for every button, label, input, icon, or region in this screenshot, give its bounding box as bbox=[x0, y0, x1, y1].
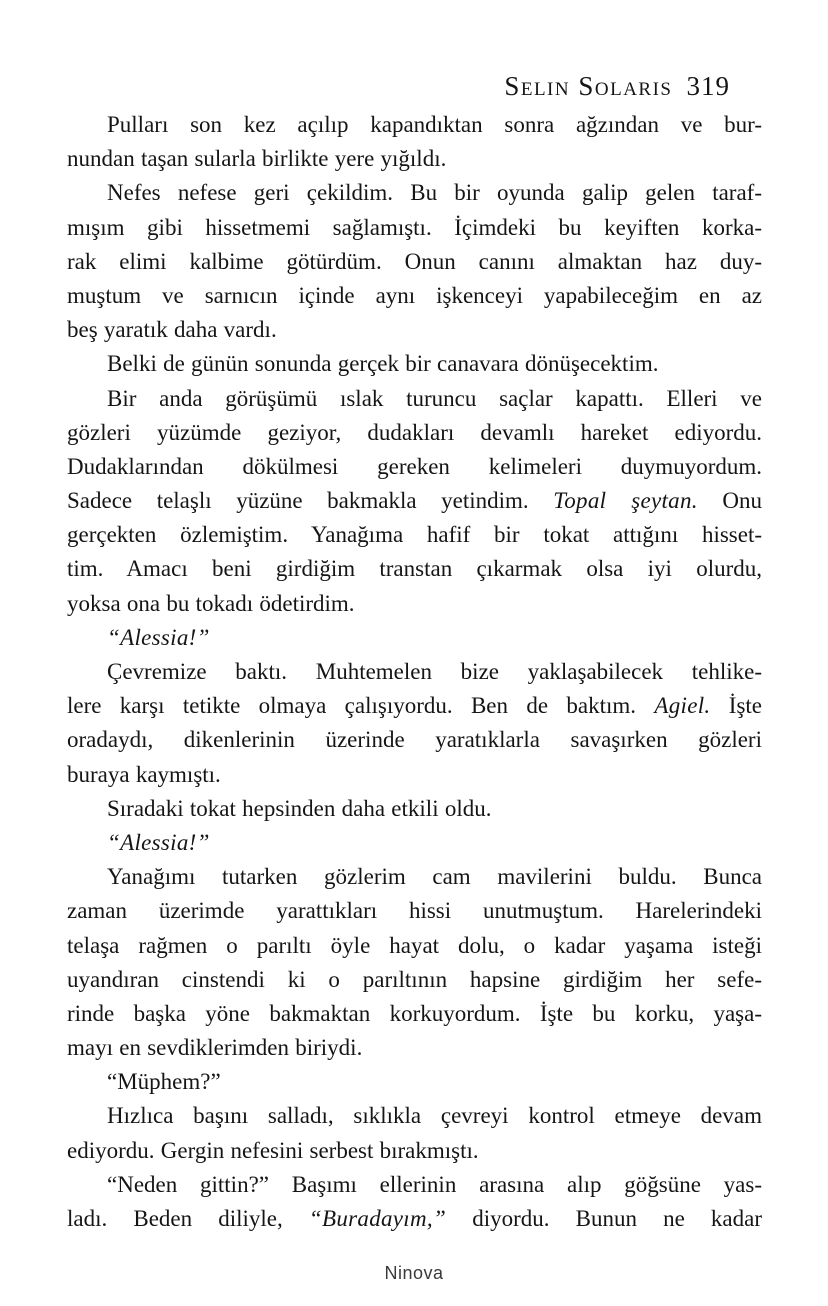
text-line bbox=[67, 826, 762, 860]
text-segment: “Müphem?” bbox=[107, 1069, 221, 1095]
text-line bbox=[67, 929, 762, 963]
text-segment: ladı. Beden diliyle, bbox=[67, 1206, 309, 1231]
text-segment: gerçekten özlemiştim. Yanağıma hafif bir tokat attığını hisset- bbox=[67, 522, 762, 548]
text-line bbox=[67, 860, 762, 894]
text-segment: İşte bbox=[710, 693, 762, 719]
text-segment: gözleri yüzümde geziyor, dudakları devamlı hareket ediyordu. bbox=[67, 419, 762, 445]
running-title: Selin Solaris bbox=[504, 71, 673, 101]
text-line bbox=[67, 552, 762, 586]
text-line bbox=[67, 382, 762, 416]
text-line bbox=[67, 963, 762, 997]
text-segment: Hızlıca başını salladı, sıklıkla çevreyi kontrol etmeye devam bbox=[107, 1103, 762, 1129]
paragraph bbox=[67, 621, 762, 655]
emphasized-text: Agiel. bbox=[654, 693, 711, 719]
text-line bbox=[67, 142, 762, 176]
page-header bbox=[67, 72, 762, 100]
text-segment: oradaydı, dikenlerinin üzerinde yaratıklarla savaşırken gözleri bbox=[67, 727, 762, 753]
text-segment: Sıradaki tokat hepsinden daha etkili oldu. bbox=[107, 795, 492, 821]
text-line bbox=[67, 211, 762, 245]
paragraph bbox=[67, 1065, 762, 1099]
text-segment: Dudaklarından dökülmesi gereken kelimeleri duymuyordum. bbox=[67, 453, 762, 479]
emphasized-text: “Alessia!” bbox=[107, 829, 210, 855]
paragraph bbox=[67, 860, 762, 1065]
text-segment: yoksa ona bu tokadı ödetirdim. bbox=[67, 590, 355, 616]
text-line bbox=[67, 655, 762, 689]
text-segment: telaşa rağmen o parıltı öyle hayat dolu, o kadar yaşama isteği bbox=[67, 932, 762, 958]
text-line bbox=[67, 621, 762, 655]
text-line bbox=[67, 997, 762, 1031]
text-segment: muştum ve sarnıcın içinde aynı işkenceyi yapabileceğim en az bbox=[67, 282, 762, 308]
text-line bbox=[67, 108, 762, 142]
text-segment: mışım gibi hissetmemi sağlamıştı. İçimdeki bu keyiften korka- bbox=[67, 214, 762, 240]
page-footer bbox=[0, 1262, 828, 1284]
text-segment: nundan taşan sularla birlikte yere yığıldı. bbox=[67, 146, 447, 172]
body-text bbox=[67, 108, 762, 1236]
text-segment: ediyordu. Gergin nefesini serbest bırakmıştı. bbox=[67, 1137, 479, 1163]
text-segment: buraya kaymıştı. bbox=[67, 761, 221, 787]
text-line bbox=[67, 245, 762, 279]
text-segment: rak elimi kalbime götürdüm. Onun canını almaktan haz duy- bbox=[67, 248, 762, 274]
paragraph bbox=[67, 826, 762, 860]
text-line bbox=[67, 279, 762, 313]
text-line bbox=[67, 894, 762, 928]
text-segment: uyandıran cinstendi ki o parıltının hapsine girdiğim her sefe- bbox=[67, 966, 762, 992]
paragraph bbox=[67, 1099, 762, 1167]
text-segment: Pulları son kez açılıp kapandıktan sonra ağzından ve bur- bbox=[107, 112, 762, 137]
text-segment: Nefes nefese geri çekildim. Bu bir oyunda galip gelen taraf- bbox=[107, 180, 762, 206]
page-number: 319 bbox=[686, 71, 730, 101]
text-segment: Yanağımı tutarken gözlerim cam mavilerini buldu. Bunca bbox=[107, 864, 762, 890]
text-line bbox=[67, 1168, 762, 1202]
text-line bbox=[67, 518, 762, 552]
text-line bbox=[67, 1065, 762, 1099]
paragraph bbox=[67, 108, 762, 176]
paragraph bbox=[67, 382, 762, 621]
text-segment: tim. Amacı beni girdiğim transtan çıkarmak olsa iyi olurdu, bbox=[67, 556, 762, 582]
text-segment: “Neden gittin?” Başımı ellerinin arasına alıp göğsüne yas- bbox=[107, 1171, 762, 1197]
text-line bbox=[67, 1134, 762, 1168]
text-segment: Onu bbox=[697, 488, 762, 514]
paragraph bbox=[67, 655, 762, 792]
text-line bbox=[67, 1099, 762, 1133]
emphasized-text: “Alessia!” bbox=[107, 624, 210, 650]
publisher-name: Ninova bbox=[384, 1263, 444, 1283]
emphasized-text: Topal şeytan. bbox=[553, 488, 698, 514]
emphasized-text: “Buradayım,” bbox=[308, 1206, 447, 1231]
text-segment: diyordu. Bunun ne kadar bbox=[446, 1206, 762, 1231]
paragraph bbox=[67, 347, 762, 381]
text-segment: Sadece telaşlı yüzüne bakmakla yetindim. bbox=[67, 488, 554, 514]
text-line bbox=[67, 723, 762, 757]
text-line bbox=[67, 792, 762, 826]
text-line bbox=[67, 347, 762, 381]
text-line bbox=[67, 313, 762, 347]
text-line bbox=[67, 758, 762, 792]
paragraph bbox=[67, 1168, 762, 1236]
text-line bbox=[67, 484, 762, 518]
text-line bbox=[67, 1031, 762, 1065]
text-segment: Bir anda görüşümü ıslak turuncu saçlar kapattı. Elleri ve bbox=[107, 385, 762, 411]
text-line bbox=[67, 1202, 762, 1236]
text-line bbox=[67, 587, 762, 621]
text-segment: Çevremize baktı. Muhtemelen bize yaklaşabilecek tehlike- bbox=[107, 659, 762, 684]
text-line bbox=[67, 416, 762, 450]
text-segment: zaman üzerimde yarattıkları hissi unutmuştum. Harelerindeki bbox=[67, 898, 762, 924]
text-segment: beş yaratık daha vardı. bbox=[67, 317, 277, 343]
text-segment: lere karşı tetikte olmaya çalışıyordu. Ben de baktım. bbox=[67, 693, 655, 719]
text-segment: Belki de günün sonunda gerçek bir canavara dönüşecektim. bbox=[107, 351, 659, 377]
text-line bbox=[67, 689, 762, 723]
text-line bbox=[67, 176, 762, 210]
paragraph bbox=[67, 792, 762, 826]
text-line bbox=[67, 450, 762, 484]
paragraph bbox=[67, 176, 762, 347]
text-segment: mayı en sevdiklerimden biriydi. bbox=[67, 1035, 363, 1061]
text-segment: rinde başka yöne bakmaktan korkuyordum. İşte bu korku, yaşa- bbox=[67, 1000, 762, 1026]
